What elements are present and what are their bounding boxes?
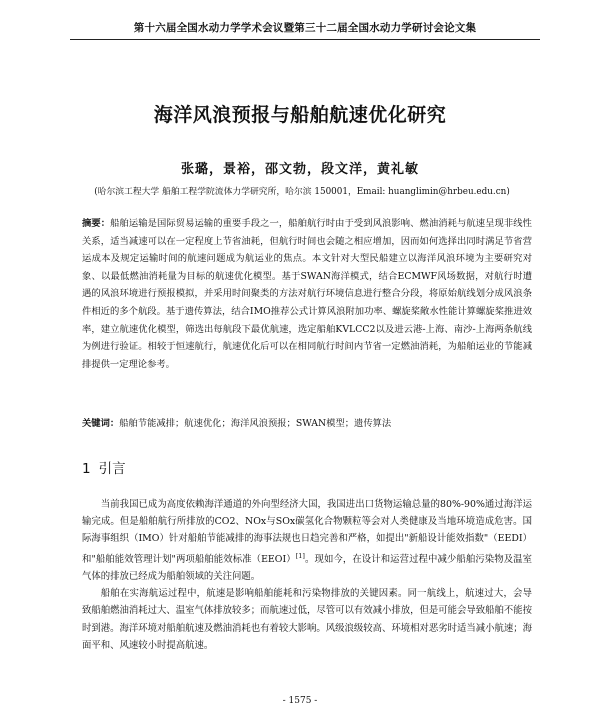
keywords-text: 船舶节能减排；航速优化；海洋风浪预报；SWAN模型；遗传算法 <box>119 418 392 429</box>
abstract-label: 摘要： <box>82 218 111 229</box>
abstract-text: 船舶运输是国际贸易运输的重要手段之一，船舶航行时由于受到风浪影响、燃油消耗与航速呈现非线性关系，适当减速可以在一定程度上节省油耗，但航行时间也会随之相应增加，因而如何选择出同时满足节省营运成本及规定运输时间的航速问题成为航运业的焦点。本文针对大型民船建立以海洋风浪环境为主要研究对象、以最低燃油消耗量为目标的航速优化模型。基于SWAN海洋模式，结合ECMWF风场数据，对航行时遭遇的风浪环境进行预报模拟，并采用时间聚类的方法对航行环境信息进行整合分段，将原始航线划分成风浪条件相近的多个航段。基于遗传算法，结合IMO推荐公式计算风浪附加功率、螺旋桨敞水性能计算螺旋桨推进效率，建立航速优化模型，筛选出每航段下最优航速，选定船舶KVLCC2以及进云港-上海、南沙-上海两条航线为例进行验证。相较于恒速航行，航速优化后可以在相同航行时间内节省一定燃油消耗，为船舶运业的节能减排提供一定理论参考。 <box>82 218 532 370</box>
abstract-block <box>82 215 532 373</box>
running-header: 第十六届全国水动力学学术会议暨第三十二届全国水动力学研讨会论文集 <box>70 20 540 40</box>
keywords-block <box>82 415 532 433</box>
paragraph-1-end: 。现如今，在设计和运营过程中减少船舶污染物及温室气体的排放已经成为船舶领域的关注问题。 <box>82 553 532 582</box>
citation-ref: [1] <box>295 551 305 560</box>
section-number: 1 <box>82 461 91 477</box>
body-text <box>82 496 532 654</box>
section-heading <box>82 457 126 477</box>
paragraph-1 <box>82 496 532 585</box>
affiliation: (哈尔滨工程大学 船舶工程学院流体力学研究所，哈尔滨 150001，Email: huanglimin@hrbeu.edu.cn) <box>94 187 510 197</box>
paragraph-2: 船舶在实海航运过程中，航速是影响船舶能耗和污染物排放的关键因素。同一航线上，航速过大，会导致船舶燃油消耗过大、温室气体排放较多；而航速过低，尽管可以有效减小排放，但是可能会导致船舶不能按时到港。海洋环境对船舶航速及燃油消耗也有着较大影响。风级浪级较高、环境相对恶劣时适当减小航速；海面平和、风速较小时提高航速。 <box>82 588 533 651</box>
paper-title: 海洋风浪预报与船舶航速优化研究 <box>153 104 447 126</box>
page-number: - 1575 - <box>282 696 318 706</box>
author-list: 张璐，景裕，邵文勃，段文洋，黄礼敏 <box>180 162 419 177</box>
paragraph-1-text: 当前我国已成为高度依赖海洋通道的外向型经济大国，我国进出口货物运输总量的80%-90%通过海洋运输完成。但是船舶航行所排放的CO2、NOx与SOx碳氢化合物颗粒等会对人类健康及当地环境造成危害。国际海事组织（IMO）针对船舶节能减排的海事法规也日趋完善和严格，如提出"新船设计能效指数"（EEDI）和"船舶能效管理计划"两项船舶能效标准（EEOI） <box>82 499 532 565</box>
section-title: 引言 <box>98 461 126 477</box>
keywords-label: 关键词： <box>82 418 120 429</box>
